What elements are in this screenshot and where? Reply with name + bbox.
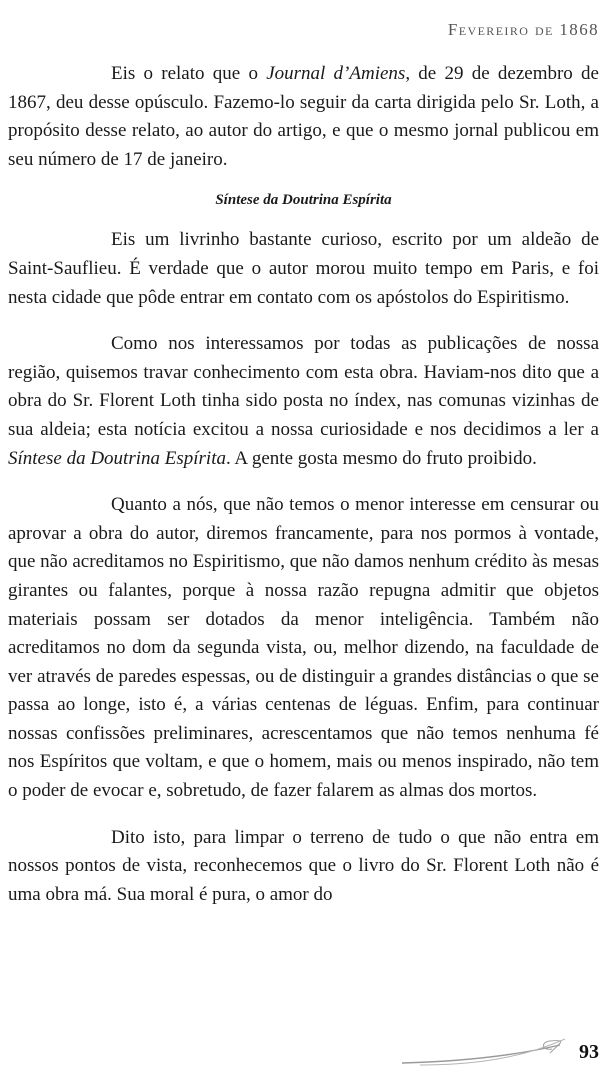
page-number: 93 xyxy=(579,1041,599,1063)
section-title: Síntese da Doutrina Espírita xyxy=(215,192,392,209)
paragraph-3: Quanto a nós, que não temos o menor interesse em censurar ou aprovar a obra do autor, diremos francamente, para nos pormos à vontade, que não acreditamos no Espiritismo, que não damos nenhum crédito às mesas girantes ou falantes, porque à nossa razão repugna admitir que objetos materiais possam ser dotados da menor inteligência. Também não acreditamos no dom da segunda vista, ou, melhor dizendo, na faculdade de ver através de paredes espessas, ou de distinguir a grandes distâncias o que se passa ao longe, isto é, a várias centenas de léguas. Enfim, para continuar nossas confissões preliminares, acrescentamos que não temos nenhuma fé nos Espíritos que voltam, e que o homem, mais ou menos inspirado, não tem o poder de evocar e, sobretudo, de fazer falarem as almas dos mortos. xyxy=(8,494,599,802)
paragraph-1: Eis um livrinho bastante curioso, escrito por um aldeão de Saint-Sauflieu. É verdade que o autor morou muito tempo em Paris, e foi nesta cidade que pôde entrar em contato com os apóstolos do Espiritismo. xyxy=(8,229,599,308)
journal-name: Journal d’Amiens xyxy=(266,63,406,84)
running-head: Fevereiro de 1868 xyxy=(447,20,599,39)
article-body xyxy=(8,60,599,909)
page-footer xyxy=(0,1027,607,1077)
paragraph-2 xyxy=(8,330,599,473)
intro-paragraph xyxy=(8,60,599,174)
paragraph-2-text-start: Como nos interessamos por todas as publicações de nossa região, quisemos travar conhecimento com esta obra. Haviam-nos dito que a obra do Sr. Florent Loth tinha sido posta no índex, nas comunas vizinhas de sua aldeia; esta notícia excitou a nossa curiosidade e nos decidimos a ler a xyxy=(8,333,599,440)
paragraph-2-text-end: . A gente gosta mesmo do fruto proibido. xyxy=(225,447,537,469)
book-title: Síntese da Doutrina Espírita xyxy=(8,447,226,469)
swash-ornament-icon xyxy=(400,1029,570,1069)
intro-text-end: , de 29 de dezembro de 1867, deu desse opúsculo. Fazemo-lo seguir da carta dirigida pelo Sr. Loth, a propósito desse relato, ao autor do artigo, e que o mesmo jornal publicou em seu número de 17 de janeiro. xyxy=(8,63,599,170)
intro-text-start: Eis o relato que o xyxy=(111,63,267,84)
paragraph-4: Dito isto, para limpar o terreno de tudo o que não entra em nossos pontos de vista, reconhecemos que o livro do Sr. Florent Loth não é uma obra má. Sua moral é pura, o amor do xyxy=(8,826,599,905)
